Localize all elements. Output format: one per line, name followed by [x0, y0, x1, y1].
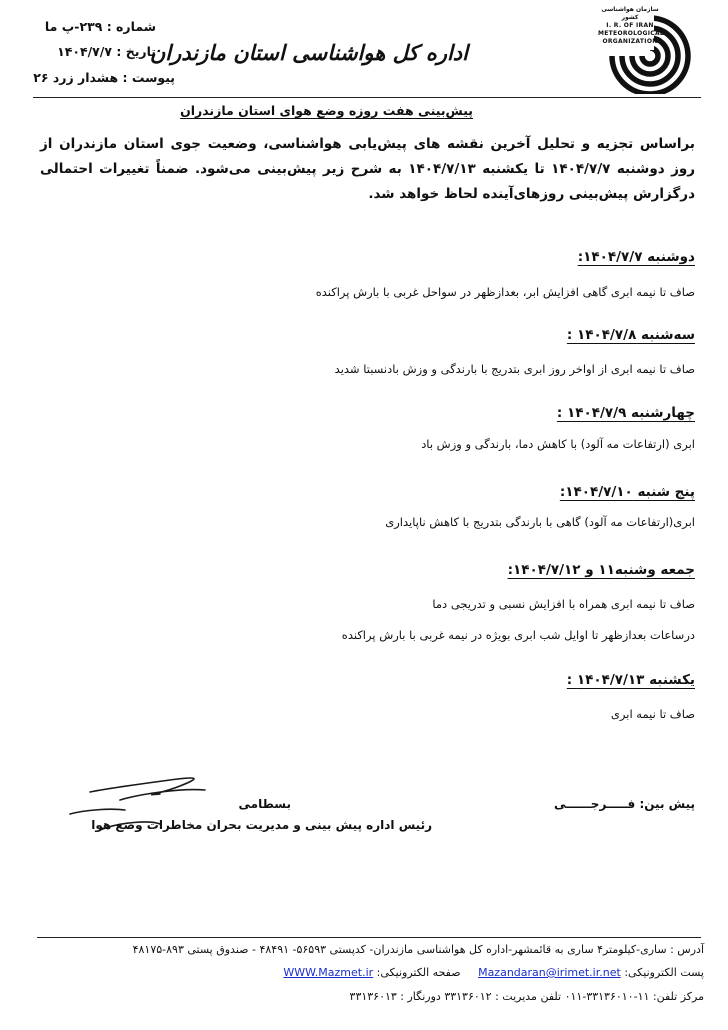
- day-7-forecast: صاف تا نیمه ابری: [610, 707, 695, 721]
- day-3-forecast: ابری (ارتفاعات مه آلود) با کاهش دما، بارندگی و وزش باد: [421, 437, 695, 451]
- day-3-heading: چهارشنبه ۱۴۰۴/۷/۹ :: [556, 405, 695, 421]
- header-divider: [33, 97, 701, 98]
- logo-line-meteorological: METEOROLOGICAL: [598, 30, 665, 37]
- intro-paragraph: براساس تجزیه و تحلیل آخرین نقشه های پیش‌یابی هواشناسی، وضعیت جوی استان مازندران از روز دوشنبه ۱۴۰۴/۷/۷ تا یکشنبه ۱۴۰۴/۷/۱۳ به شرح زیر پیش‌بینی می‌شود. ضمناً تغییرات احتمالی درگزارش پیش‌بینی روزهای‌آینده لحاظ خواهد شد.: [40, 136, 696, 202]
- day-1-forecast: صاف تا نیمه ابری گاهی افزایش ابر، بعدازظهر در سواحل غربی با بارش پراکنده: [315, 285, 695, 299]
- document-title: پیش‌بینی هفت روزه وضع هوای استان مازندران: [180, 103, 473, 118]
- day-5-6-forecast-line-2: درساعات بعدازظهر تا اوایل شب ابری بویژه در نیمه غربی با بارش پراکنده: [341, 628, 695, 642]
- manager-position: رئیس اداره پیش بینی و مدیریت بحران مخاطرات وضع هوا: [91, 818, 432, 832]
- footer-divider: [37, 937, 701, 938]
- footer-address: آدرس : ساری-کیلومتر۴ ساری به قائمشهر-اداره کل هواشناسی مازندران- کدپستی ۵۶۵۹۳- ۴۸۴۹۱ - صندوق پستی ۸۹۳-۴۸۱۷۵: [132, 943, 704, 956]
- day-1-heading: دوشنبه ۱۴۰۴/۷/۷:: [577, 249, 695, 265]
- letter-attachment: پیوست : هشدار زرد ۲۶: [33, 70, 175, 85]
- email-link[interactable]: Mazandaran@irimet.ir.net: [478, 966, 621, 979]
- day-2-heading: سه‌شنبه ۱۴۰۴/۷/۸ :: [566, 327, 695, 343]
- office-title: اداره کل هواشناسی استان مازندران: [149, 40, 468, 65]
- email-label: پست الکترونیکی:: [624, 966, 704, 979]
- logo-line-organization: ORGANIZATION: [602, 38, 658, 45]
- footer-contact: [283, 966, 704, 979]
- forecaster-name: پیش بین: فـــــرجــــــی: [554, 797, 695, 811]
- day-4-heading: پنج شنبه ۱۴۰۴/۷/۱۰:: [559, 484, 695, 500]
- logo-line-iran: I. R. OF IRAN: [606, 22, 654, 29]
- logo-org-name-fa: سازمان هواشناسی کشور: [601, 6, 659, 21]
- letter-date: تاریخ : ۱۴۰۴/۷/۷: [57, 44, 156, 59]
- day-4-forecast: ابری(ارتفاعات مه آلود) گاهی با بارندگی بتدریج با کاهش ناپایداری: [385, 515, 695, 529]
- manager-name: بسطامی: [238, 797, 291, 811]
- day-2-forecast: صاف تا نیمه ابری از اواخر روز ابری بتدریج با بارندگی و وزش بادنسبتا شدید: [334, 362, 695, 376]
- website-label: صفحه الکترونیکی:: [376, 966, 461, 979]
- day-5-6-forecast-line-1: صاف تا نیمه ابری همراه با افزایش نسبی و تدریجی دما: [432, 597, 695, 611]
- footer-phones: مرکز تلفن: ۱۱-۳۳۱۳۶۰۱۰-۰۱۱ تلفن مدیریت : ۳۳۱۳۶۰۱۲ دورنگار : ۳۳۱۳۶۰۱۳: [349, 990, 704, 1003]
- day-5-6-heading: جمعه وشنبه۱۱ و ۱۴۰۴/۷/۱۲:: [507, 562, 695, 578]
- logo: [598, 4, 694, 94]
- day-7-heading: یکشنبه ۱۴۰۴/۷/۱۳ :: [566, 672, 695, 688]
- website-link[interactable]: WWW.Mazmet.ir: [283, 966, 374, 979]
- letter-number: شماره : ۲۳۹-پ ما: [44, 19, 156, 34]
